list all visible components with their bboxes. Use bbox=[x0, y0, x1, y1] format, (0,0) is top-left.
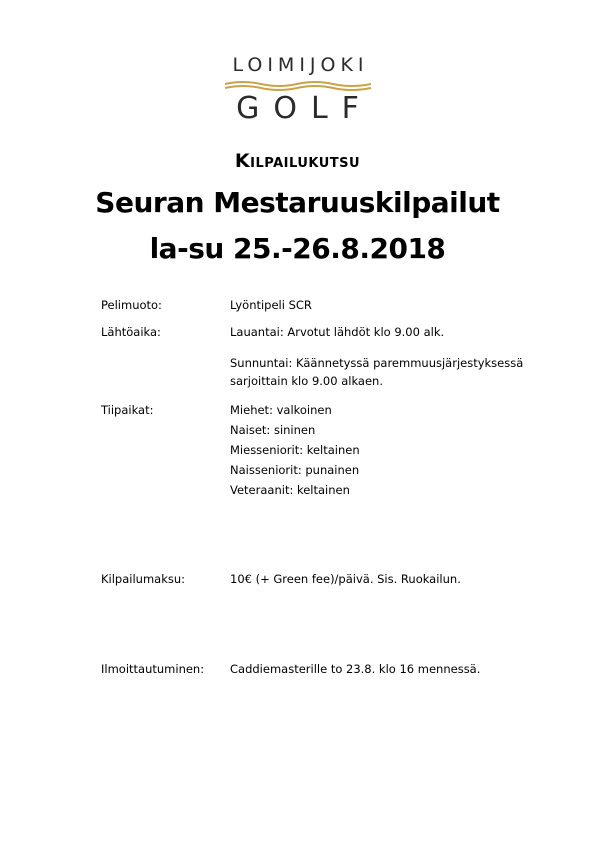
document-kicker: Kilpailukutsu bbox=[234, 150, 361, 172]
detail-value-line1: Sunnuntai: Käännetyssä paremmuusjärjestyksessä bbox=[230, 356, 524, 370]
tee-item: Veteraanit: keltainen bbox=[230, 483, 350, 497]
detail-value: Lyöntipeli SCR bbox=[230, 298, 312, 312]
club-logo bbox=[0, 54, 595, 125]
logo-top-text: LOIMIJOKI bbox=[232, 54, 369, 76]
detail-value-line2: sarjoittain klo 9.00 alkaen. bbox=[230, 374, 383, 388]
detail-value: Caddiemasterille to 23.8. klo 16 mennessä. bbox=[230, 662, 481, 676]
detail-value: 10€ (+ Green fee)/päivä. Sis. Ruokailun. bbox=[230, 572, 461, 586]
detail-label: Ilmoittautuminen: bbox=[101, 662, 205, 676]
tee-item: Miehet: valkoinen bbox=[230, 403, 332, 417]
tee-item: Naiset: sininen bbox=[230, 423, 316, 437]
tee-item: Miesseniorit: keltainen bbox=[230, 443, 360, 457]
document-date: la-su 25.-26.8.2018 bbox=[149, 232, 446, 265]
detail-label: Lähtöaika: bbox=[101, 325, 161, 339]
logo-wave-icon bbox=[223, 79, 373, 91]
logo-bottom-text: GOLF bbox=[236, 91, 373, 126]
detail-label: Kilpailumaksu: bbox=[101, 572, 186, 586]
detail-value: Lauantai: Arvotut lähdöt klo 9.00 alk. bbox=[230, 325, 445, 339]
document-title: Seuran Mestaruuskilpailut bbox=[95, 186, 500, 219]
tee-item: Naisseniorit: punainen bbox=[230, 463, 360, 477]
detail-label: Tiipaikat: bbox=[101, 403, 154, 417]
detail-label: Pelimuoto: bbox=[101, 298, 162, 312]
